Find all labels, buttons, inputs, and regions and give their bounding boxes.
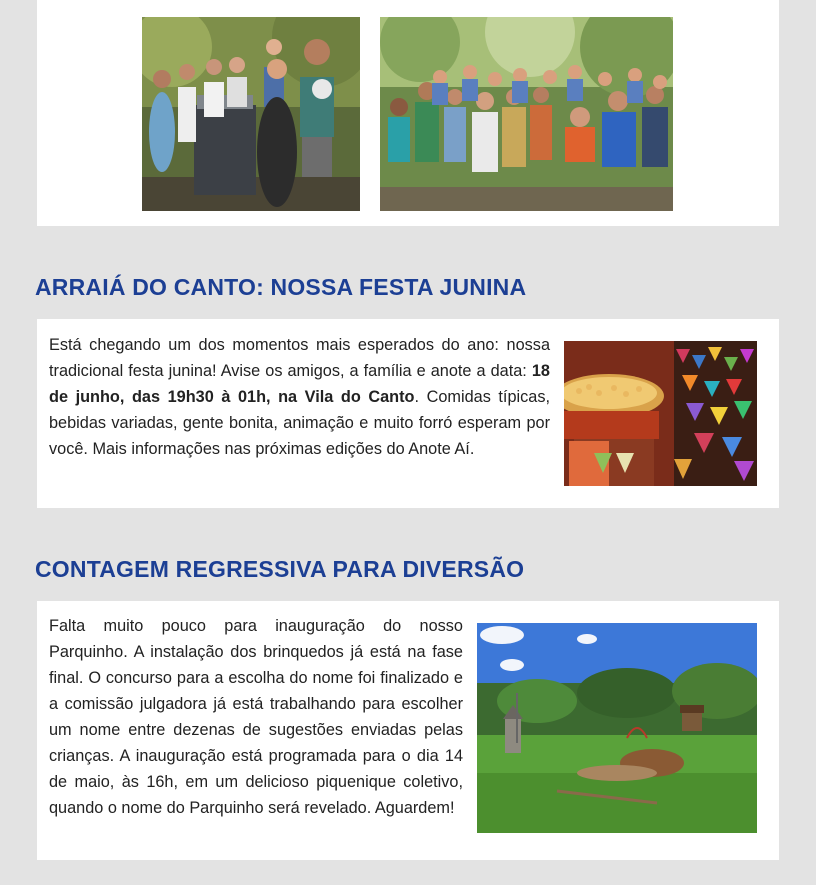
festa-text-before: Está chegando um dos momentos mais esperados do ano: nossa tradicional festa junina! Avise os amigos, a família e anote a data: <box>49 336 550 380</box>
parquinho-photo <box>477 623 757 833</box>
parquinho-paragraph: Falta muito pouco para inauguração do nosso Parquinho. A instalação dos brinquedos já está na fase final. O concurso para a escolha do nome foi finalizado e a comissão julgadora já está trabalhando para escolher um nome entre dezenas de sugestões enviadas pelas crianças. A inauguração está programada para o dia 14 de maio, às 16h, em um delicioso piquenique coletivo, quando o nome do Parquinho será revelado. Aguardem! <box>49 617 463 817</box>
photo-card <box>37 0 779 226</box>
festa-card <box>37 319 779 508</box>
section-title-festa: ARRAIÁ DO CANTO: NOSSA FESTA JUNINA <box>35 274 527 300</box>
group-photo-forest <box>380 17 673 211</box>
festa-date-highlight: 18 de junho, das 19h30 à 01h, na Vila do Canto <box>49 362 550 406</box>
festa-text-after: . Comidas típicas, bebidas variadas, gente bonita, animação e muito forró esperam por você. Mais informações nas próximas edições do Anote Aí. <box>49 388 550 458</box>
group-photo-monument <box>142 17 360 211</box>
parquinho-card <box>37 601 779 860</box>
section-title-parquinho: CONTAGEM REGRESSIVA PARA DIVERSÃO <box>35 556 525 582</box>
festa-paragraph <box>49 332 550 462</box>
festa-junina-photo <box>564 341 757 486</box>
